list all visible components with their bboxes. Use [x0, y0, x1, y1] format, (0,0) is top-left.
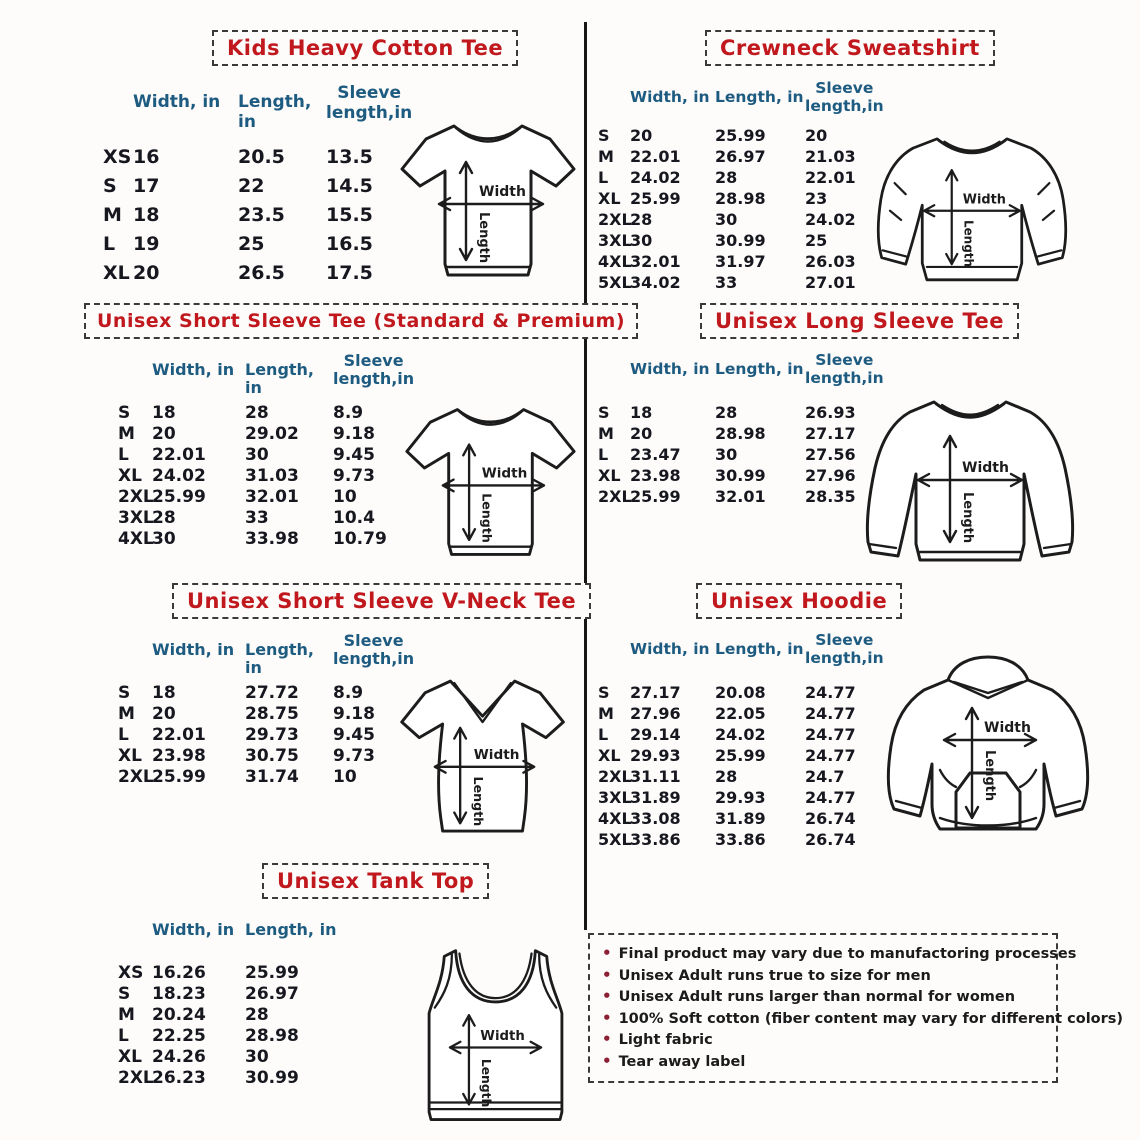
column-header-length: Length, in — [245, 640, 315, 678]
measurement-value: 22.05 — [715, 704, 766, 723]
length-arrow-label: Length — [470, 776, 486, 827]
measurement-value: 9.18 — [333, 423, 375, 444]
measurement-value: 30 — [245, 1046, 269, 1067]
measurement-value: 13.5 — [326, 145, 373, 168]
measurement-value: 20 — [630, 424, 653, 443]
measurement-value: 25.99 — [245, 962, 299, 983]
measurement-value: 29.73 — [245, 724, 299, 745]
column-header-size — [103, 84, 133, 142]
bullet-icon: • — [602, 1051, 612, 1070]
size-label: M — [118, 423, 135, 444]
vneck-tee-diagram — [392, 665, 577, 855]
measurement-value: 20.08 — [715, 683, 766, 702]
measurement-value: 18 — [152, 682, 176, 703]
length-arrow-label: Length — [476, 212, 491, 264]
size-label: S — [118, 682, 131, 703]
measurement-value: 20 — [805, 126, 828, 145]
measurement-value: 22 — [238, 174, 265, 197]
bullet-icon: • — [602, 1008, 612, 1027]
size-label: L — [103, 232, 116, 255]
measurement-value: 26.74 — [805, 809, 856, 828]
measurement-value: 29.14 — [630, 725, 681, 744]
column-header-sleeve — [805, 80, 885, 125]
measurement-value: 26.97 — [715, 147, 766, 166]
tshirt-diagram — [398, 396, 583, 571]
measurement-value: 33 — [715, 273, 738, 292]
measurement-value: 10 — [333, 486, 357, 507]
column-header-width: Width, in — [630, 640, 710, 658]
size-label: XL — [118, 1046, 142, 1067]
section-title-tank-top: Unisex Tank Top — [262, 863, 489, 899]
measurement-value: 23 — [805, 189, 828, 208]
size-label: M — [598, 704, 614, 723]
product-notes-box — [588, 933, 1124, 1083]
measurement-value: 28.35 — [805, 487, 856, 506]
size-label: 3XL — [118, 507, 154, 528]
column-header-width: Width, in — [152, 360, 235, 379]
measurement-value: 32.01 — [715, 487, 766, 506]
measurement-value: 26.97 — [245, 983, 299, 1004]
note-item — [600, 943, 1077, 965]
measurement-value: 26.74 — [805, 830, 856, 849]
hoodie-diagram — [878, 652, 1098, 857]
measurement-value: 26.03 — [805, 252, 856, 271]
measurement-value: 19 — [133, 232, 160, 255]
measurement-value: 24.77 — [805, 746, 856, 765]
column-header-size — [598, 80, 630, 125]
size-label: XL — [118, 745, 142, 766]
column-header-size — [118, 912, 152, 962]
note-text: 100% Soft cotton (fiber content may vary for different colors) — [618, 1010, 1124, 1027]
measurement-value: 33.08 — [630, 809, 681, 828]
measurement-value: 18 — [152, 402, 176, 423]
measurement-value: 29.93 — [630, 746, 681, 765]
size-label: M — [598, 424, 614, 443]
measurement-value: 29.93 — [715, 788, 766, 807]
note-item — [600, 1051, 1046, 1073]
measurement-value: 23.5 — [238, 203, 285, 226]
width-arrow-label: Width — [962, 192, 1006, 208]
column-header-sleeve — [333, 352, 423, 402]
width-arrow-label: Width — [479, 184, 526, 200]
measurement-value: 16 — [133, 145, 160, 168]
column-header-length: Length, in — [715, 88, 804, 106]
section-title-long-sleeve: Unisex Long Sleeve Tee — [700, 303, 1019, 339]
measurement-value: 24.02 — [630, 168, 681, 187]
size-label: XL — [598, 746, 621, 765]
section-title-kids-tee: Kids Heavy Cotton Tee — [212, 30, 518, 66]
column-header-size — [118, 352, 152, 402]
measurement-value: 28 — [245, 402, 269, 423]
measurement-value: 31.97 — [715, 252, 766, 271]
measurement-value: 25.99 — [152, 766, 206, 787]
size-label: 4XL — [598, 252, 632, 271]
measurement-value: 15.5 — [326, 203, 373, 226]
measurement-value: 23.98 — [152, 745, 206, 766]
measurement-value: 21.03 — [805, 147, 856, 166]
measurement-value: 26.23 — [152, 1067, 206, 1088]
measurement-value: 30.99 — [245, 1067, 299, 1088]
measurement-value: 28.75 — [245, 703, 299, 724]
measurement-value: 20 — [630, 126, 653, 145]
bullet-icon: • — [602, 965, 612, 984]
size-label: 4XL — [118, 528, 154, 549]
measurement-value: 27.56 — [805, 445, 856, 464]
size-label: L — [598, 445, 609, 464]
size-label: S — [118, 402, 131, 423]
size-label: S — [103, 174, 117, 197]
size-label: 2XL — [118, 766, 154, 787]
table-tank-top — [118, 912, 355, 1088]
column-header-width: Width, in — [630, 360, 710, 378]
measurement-value: 30 — [245, 444, 269, 465]
measurement-value: 28 — [152, 507, 176, 528]
size-label: 2XL — [118, 486, 154, 507]
column-header-length: Length, in — [715, 360, 804, 378]
measurement-value: 28.98 — [245, 1025, 299, 1046]
measurement-value: 24.77 — [805, 704, 856, 723]
column-header-sleeve-line1: Sleeve — [343, 631, 404, 650]
measurement-value: 20.24 — [152, 1004, 206, 1025]
measurement-value: 17 — [133, 174, 160, 197]
measurement-value: 33.98 — [245, 528, 299, 549]
note-text: Unisex Adult runs true to size for men — [618, 967, 931, 984]
measurement-value: 24.02 — [805, 210, 856, 229]
size-label: 2XL — [598, 487, 632, 506]
measurement-value: 24.02 — [152, 465, 206, 486]
size-label: L — [598, 168, 609, 187]
column-header-sleeve-line1: Sleeve — [343, 351, 404, 370]
measurement-value: 31.89 — [630, 788, 681, 807]
measurement-value: 25.99 — [630, 487, 681, 506]
width-arrow-label: Width — [473, 747, 520, 764]
column-header-size — [118, 632, 152, 682]
measurement-value: 30 — [630, 231, 653, 250]
column-header-width: Width, in — [152, 920, 235, 939]
measurement-value: 20 — [133, 261, 160, 284]
measurement-value: 28.98 — [715, 189, 766, 208]
column-header-length: Length, in — [238, 92, 312, 132]
column-header-sleeve-line2: length,in — [326, 102, 413, 123]
measurement-value: 17.5 — [326, 261, 373, 284]
size-label: L — [118, 1025, 129, 1046]
measurement-value: 22.01 — [152, 444, 206, 465]
measurement-value: 22.01 — [630, 147, 681, 166]
measurement-value: 9.45 — [333, 724, 375, 745]
measurement-value: 31.74 — [245, 766, 299, 787]
bullet-icon: • — [602, 944, 612, 962]
measurement-value: 25.99 — [152, 486, 206, 507]
measurement-value: 22.01 — [152, 724, 206, 745]
column-header-width: Width, in — [152, 640, 235, 659]
measurement-value: 16.26 — [152, 962, 206, 983]
size-label: M — [118, 703, 135, 724]
column-header-sleeve-line2: length,in — [805, 648, 884, 667]
length-arrow-label: Length — [479, 493, 495, 543]
measurement-value: 8.9 — [333, 402, 364, 423]
size-label: XS — [103, 145, 132, 168]
table-hoodie — [598, 632, 885, 850]
note-text: Unisex Adult runs larger than normal for women — [618, 989, 1016, 1005]
measurement-value: 30 — [715, 210, 738, 229]
measurement-value: 31.03 — [245, 465, 299, 486]
size-label: XL — [598, 466, 621, 485]
note-item — [600, 1008, 1124, 1030]
measurement-value: 9.73 — [333, 465, 375, 486]
measurement-value: 22.25 — [152, 1025, 206, 1046]
measurement-value: 32.01 — [245, 486, 299, 507]
measurement-value: 28 — [715, 403, 738, 422]
size-label: 3XL — [598, 231, 632, 250]
measurement-value: 24.77 — [805, 725, 856, 744]
column-divider — [584, 22, 587, 930]
column-header-sleeve — [805, 632, 885, 682]
measurement-value: 10 — [333, 766, 357, 787]
measurement-value: 24.7 — [805, 767, 845, 786]
measurement-value: 22.01 — [805, 168, 856, 187]
measurement-value: 28 — [245, 1004, 269, 1025]
length-arrow-label: Length — [960, 492, 975, 544]
width-arrow-label: Width — [962, 460, 1009, 476]
size-label: XL — [118, 465, 142, 486]
measurement-value: 8.9 — [333, 682, 364, 703]
column-header-length: Length, in — [245, 360, 315, 398]
measurement-value: 18.23 — [152, 983, 206, 1004]
measurement-value: 28 — [630, 210, 653, 229]
measurement-value: 10.4 — [333, 507, 375, 528]
size-label: 2XL — [118, 1067, 154, 1088]
tank-top-diagram — [413, 945, 578, 1130]
table-crewneck — [598, 80, 885, 293]
measurement-value: 31.89 — [715, 809, 766, 828]
size-label: 5XL — [598, 273, 632, 292]
measurement-value: 25 — [238, 232, 265, 255]
measurement-value: 31.11 — [630, 767, 681, 786]
size-label: M — [598, 147, 614, 166]
measurement-value: 9.73 — [333, 745, 375, 766]
size-label: 2XL — [598, 210, 632, 229]
measurement-value: 24.77 — [805, 683, 856, 702]
measurement-value: 24.26 — [152, 1046, 206, 1067]
measurement-value: 33 — [245, 507, 269, 528]
measurement-value: 28.98 — [715, 424, 766, 443]
measurement-value: 20 — [152, 703, 176, 724]
table-long-sleeve — [598, 352, 885, 507]
table-vneck-tee — [118, 632, 423, 787]
measurement-value: 23.47 — [630, 445, 681, 464]
measurement-value: 18 — [630, 403, 653, 422]
bullet-icon: • — [602, 987, 612, 1005]
measurement-value: 33.86 — [630, 830, 681, 849]
measurement-value: 27.17 — [630, 683, 681, 702]
measurement-value: 20.5 — [238, 145, 285, 168]
size-label: S — [118, 983, 131, 1004]
measurement-value: 26.5 — [238, 261, 285, 284]
measurement-value: 24.02 — [715, 725, 766, 744]
measurement-value: 26.93 — [805, 403, 856, 422]
column-header-sleeve-line2: length,in — [333, 649, 415, 669]
measurement-value: 25 — [805, 231, 828, 250]
width-arrow-label: Width — [984, 720, 1031, 736]
column-header-length: Length, in — [715, 640, 804, 658]
tshirt-diagram — [393, 112, 583, 292]
measurement-value: 30.75 — [245, 745, 299, 766]
size-label: 5XL — [598, 830, 632, 849]
size-label: 3XL — [598, 788, 632, 807]
column-header-width: Width, in — [630, 88, 710, 106]
size-label: L — [118, 444, 129, 465]
column-header-sleeve-line1: Sleeve — [815, 351, 874, 369]
width-arrow-label: Width — [480, 1028, 525, 1044]
note-text: Tear away label — [618, 1053, 746, 1070]
crewneck-sweatshirt-diagram — [862, 126, 1082, 301]
long-sleeve-tee-diagram — [858, 390, 1083, 585]
measurement-value: 28 — [715, 767, 738, 786]
measurement-value: 25.99 — [715, 126, 766, 145]
bullet-icon: • — [602, 1030, 612, 1048]
size-label: M — [103, 203, 122, 226]
note-text: Final product may vary due to manufactoring processes — [618, 946, 1077, 962]
section-title-hoodie: Unisex Hoodie — [696, 583, 902, 619]
section-title-crewneck: Crewneck Sweatshirt — [705, 30, 995, 66]
measurement-value: 29.02 — [245, 423, 299, 444]
measurement-value: 25.99 — [630, 189, 681, 208]
column-header-size — [598, 352, 630, 402]
length-arrow-label: Length — [982, 750, 997, 802]
column-header-length: Length, in — [245, 920, 337, 939]
measurement-value: 10.79 — [333, 528, 387, 549]
measurement-value: 27.17 — [805, 424, 856, 443]
section-title-vneck-tee: Unisex Short Sleeve V-Neck Tee — [172, 583, 591, 619]
length-arrow-label: Length — [961, 219, 976, 268]
column-header-sleeve-line1: Sleeve — [337, 83, 401, 103]
size-label: L — [598, 725, 609, 744]
column-header-sleeve-line1: Sleeve — [815, 631, 874, 649]
note-item — [600, 986, 1046, 1008]
column-header-sleeve-line2: length,in — [805, 96, 884, 115]
measurement-value: 27.01 — [805, 273, 856, 292]
measurement-value: 20 — [152, 423, 176, 444]
measurement-value: 9.18 — [333, 703, 375, 724]
length-arrow-label: Length — [479, 1058, 494, 1108]
measurement-value: 30.99 — [715, 466, 766, 485]
table-short-sleeve-tee — [118, 352, 423, 549]
column-header-size — [598, 632, 630, 682]
column-header-sleeve-line1: Sleeve — [815, 79, 874, 97]
note-item — [600, 965, 1046, 987]
column-header-sleeve-line2: length,in — [805, 368, 884, 387]
measurement-value: 30 — [152, 528, 176, 549]
measurement-value: 14.5 — [326, 174, 373, 197]
size-label: XS — [118, 962, 144, 983]
size-label: L — [118, 724, 129, 745]
measurement-value: 23.98 — [630, 466, 681, 485]
measurement-value: 9.45 — [333, 444, 375, 465]
measurement-value: 27.96 — [630, 704, 681, 723]
measurement-value: 33.86 — [715, 830, 766, 849]
measurement-value: 30 — [715, 445, 738, 464]
width-arrow-label: Width — [481, 465, 528, 482]
measurement-value: 34.02 — [630, 273, 681, 292]
measurement-value: 16.5 — [326, 232, 373, 255]
measurement-value: 27.72 — [245, 682, 299, 703]
measurement-value: 18 — [133, 203, 160, 226]
column-header-width: Width, in — [133, 92, 221, 112]
measurement-value: 32.01 — [630, 252, 681, 271]
size-label: XL — [103, 261, 130, 284]
table-kids-tee — [103, 84, 418, 287]
note-text: Light fabric — [618, 1032, 713, 1048]
column-header-sleeve-line2: length,in — [333, 369, 415, 389]
size-label: S — [598, 403, 610, 422]
size-label: S — [598, 126, 610, 145]
measurement-value: 28 — [715, 168, 738, 187]
size-label: S — [598, 683, 610, 702]
size-label: M — [118, 1004, 135, 1025]
size-label: XL — [598, 189, 621, 208]
measurement-value: 30.99 — [715, 231, 766, 250]
note-item — [600, 1029, 1046, 1051]
size-label: 4XL — [598, 809, 632, 828]
measurement-value: 27.96 — [805, 466, 856, 485]
measurement-value: 24.77 — [805, 788, 856, 807]
size-label: 2XL — [598, 767, 632, 786]
section-title-short-sleeve-tee: Unisex Short Sleeve Tee (Standard & Premium) — [84, 303, 638, 339]
measurement-value: 25.99 — [715, 746, 766, 765]
